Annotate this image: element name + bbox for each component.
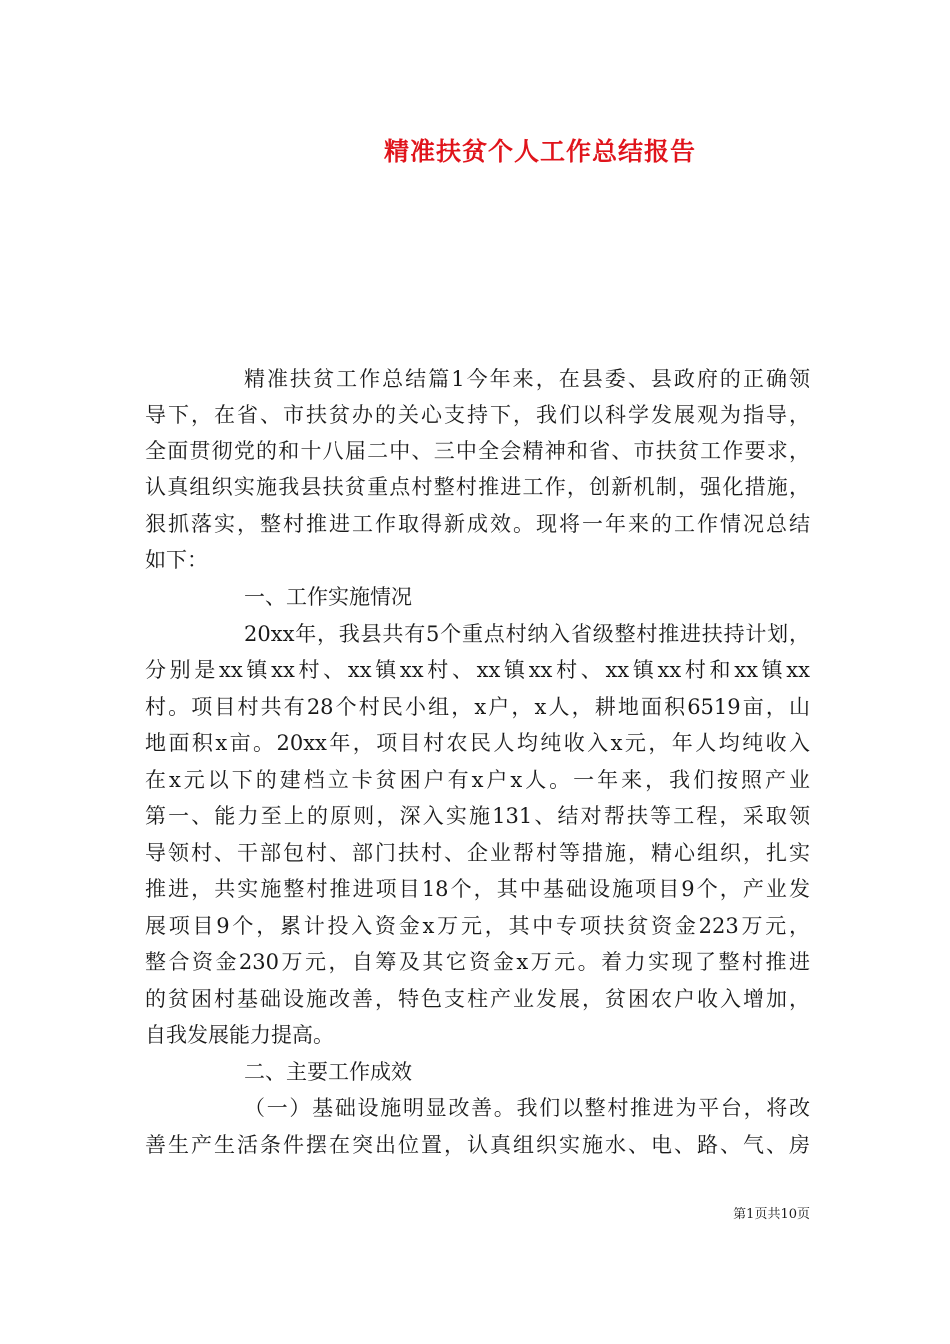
paragraph-line: 分别是xx镇xx村、xx镇xx村、xx镇xx村、xx镇xx村和xx镇xx: [145, 658, 810, 682]
paragraph-line: 导下，在省、市扶贫办的关心支持下，我们以科学发展观为指导，: [145, 403, 810, 427]
paragraph-line: 第一、能力至上的原则，深入实施131、结对帮扶等工程，采取领: [145, 804, 810, 828]
section-heading: 二、主要工作成效: [244, 1060, 412, 1084]
paragraph-line: 地面积x亩。20xx年，项目村农民人均纯收入x元，年人均纯收入: [145, 731, 810, 755]
paragraph-line: 认真组织实施我县扶贫重点村整村推进工作，创新机制，强化措施，: [145, 475, 810, 499]
paragraph-line: 20xx年，我县共有5个重点村纳入省级整村推进扶持计划，: [244, 622, 810, 646]
paragraph-line: 善生产生活条件摆在突出位置，认真组织实施水、电、路、气、房: [145, 1133, 810, 1157]
document-title: 精准扶贫个人工作总结报告: [383, 137, 696, 166]
section-heading: 一、工作实施情况: [244, 585, 412, 609]
paragraph-line: 整合资金230万元，自筹及其它资金x万元。着力实现了整村推进: [145, 950, 810, 974]
paragraph-line: 全面贯彻党的和十八届二中、三中全会精神和省、市扶贫工作要求，: [145, 439, 810, 463]
paragraph-line: 的贫困村基础设施改善，特色支柱产业发展，贫困农户收入增加，: [145, 987, 810, 1011]
paragraph-line: （一）基础设施明显改善。我们以整村推进为平台，将改: [244, 1096, 810, 1120]
paragraph-line: 推进，共实施整村推进项目18个，其中基础设施项目9个，产业发: [145, 877, 810, 901]
paragraph-line: 在x元以下的建档立卡贫困户有x户x人。一年来，我们按照产业: [145, 768, 810, 792]
page-number: 第1页共10页: [733, 1207, 810, 1222]
paragraph-line: 展项目9个，累计投入资金x万元，其中专项扶贫资金223万元，: [145, 914, 810, 938]
paragraph-line: 精准扶贫工作总结篇1今年来，在县委、县政府的正确领: [244, 367, 810, 391]
paragraph-line: 村。项目村共有28个村民小组，x户，x人，耕地面积6519亩，山: [145, 695, 810, 719]
paragraph-line: 如下：: [145, 548, 208, 572]
paragraph-line: 自我发展能力提高。: [145, 1023, 334, 1047]
paragraph-line: 狠抓落实，整村推进工作取得新成效。现将一年来的工作情况总结: [145, 512, 810, 536]
paragraph-line: 导领村、干部包村、部门扶村、企业帮村等措施，精心组织，扎实: [145, 841, 810, 865]
